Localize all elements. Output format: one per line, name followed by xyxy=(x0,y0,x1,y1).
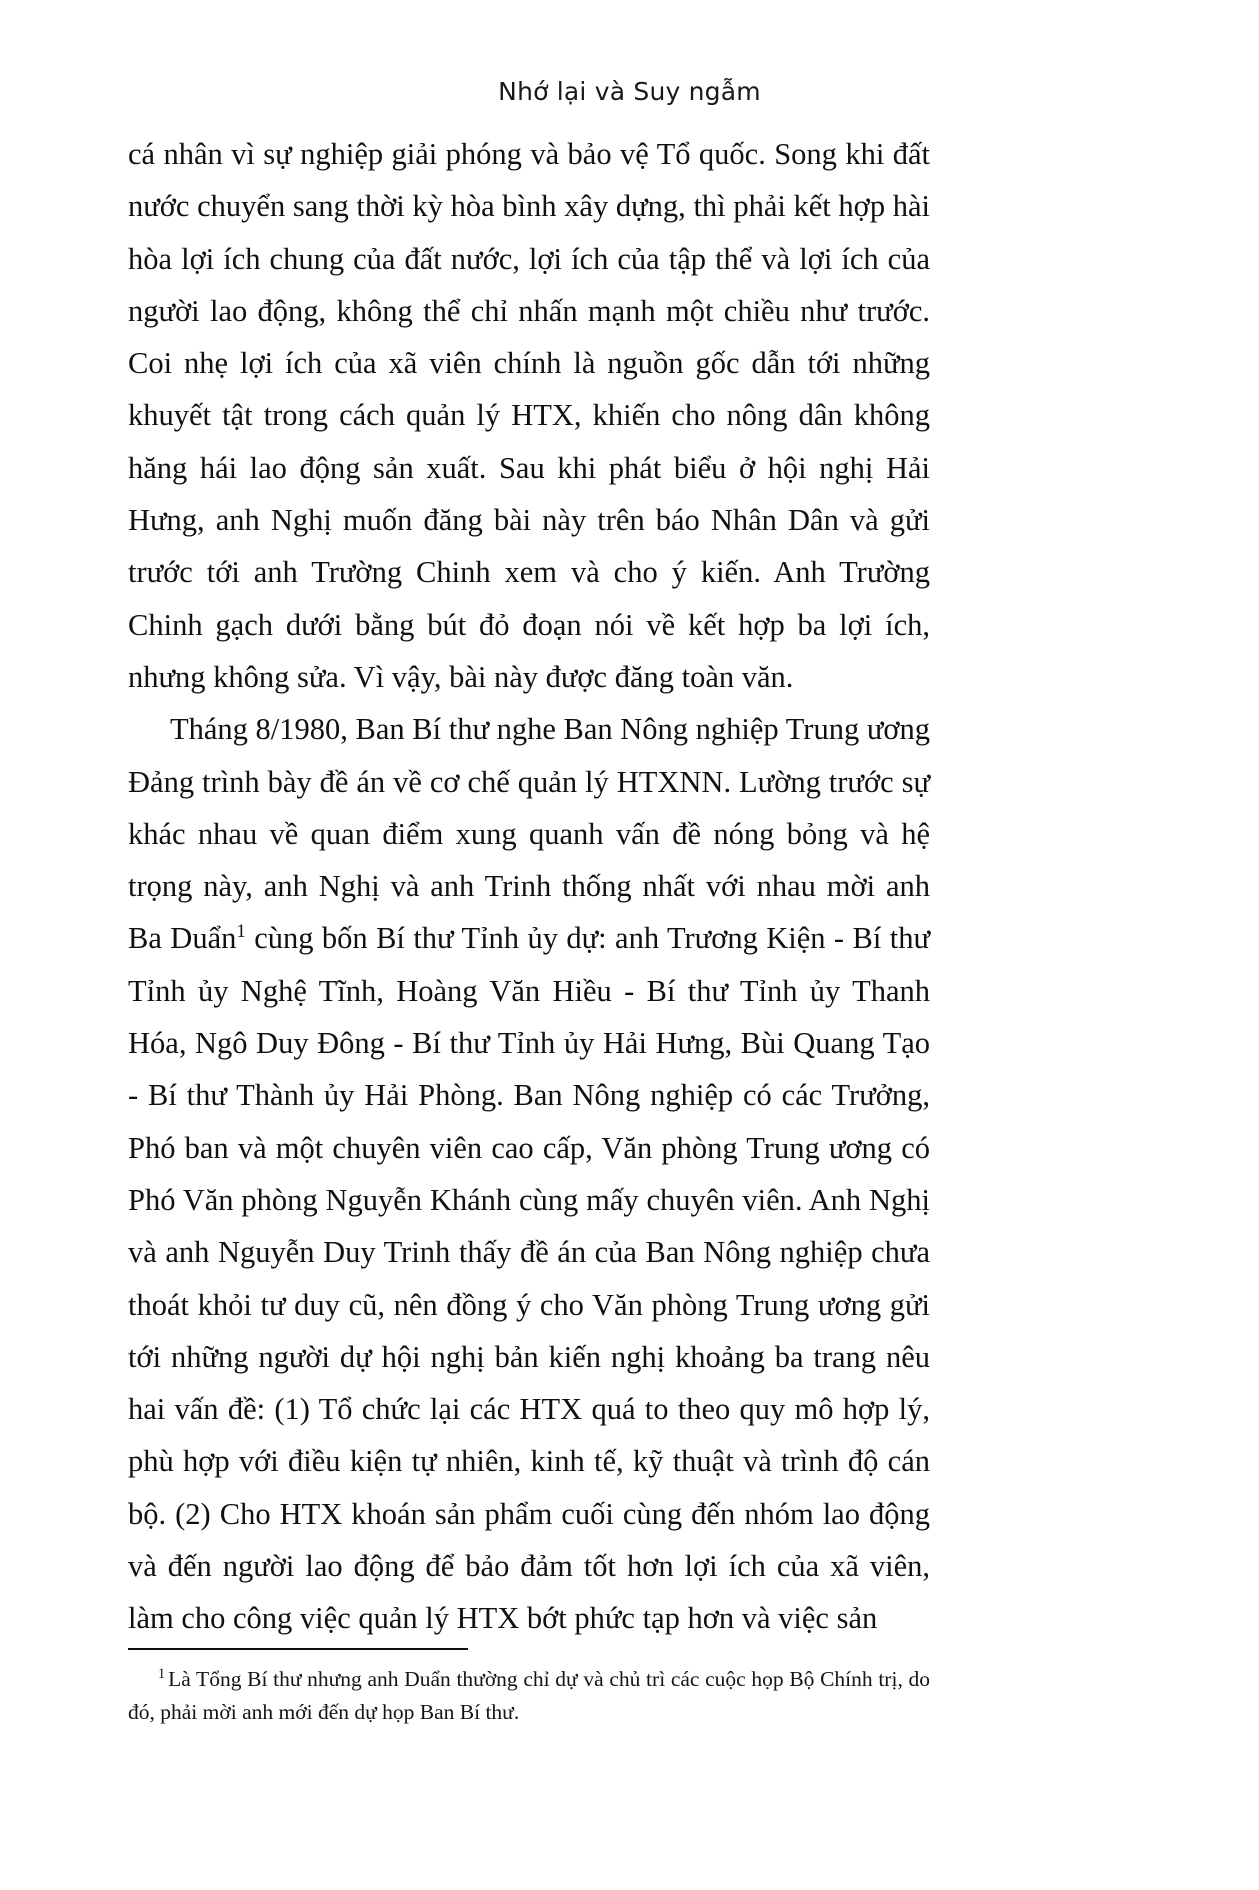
footnote-entry-marker: 1 xyxy=(158,1665,166,1682)
footnote-separator-rule xyxy=(128,1648,468,1650)
paragraph-2-text-after-footnote-ref: cùng bốn Bí thư Tỉnh ủy dự: anh Trương Kiện - Bí thư Tỉnh ủy Nghệ Tĩnh, Hoàng Văn Hiều - Bí thư Tỉnh ủy Thanh Hóa, Ngô Duy Đông - Bí thư Tỉnh ủy Hải Hưng, Bùi Quang Tạo - Bí thư Thành ủy Hải Phòng. Ban Nông nghiệp có các Trưởng, Phó ban và một chuyên viên cao cấp, Văn phòng Trung ương có Phó Văn phòng Nguyễn Khánh cùng mấy chuyên viên. Anh Nghị và anh Nguyễn Duy Trinh thấy đề án của Ban Nông nghiệp chưa thoát khỏi tư duy cũ, nên đồng ý cho Văn phòng Trung ương gửi tới những người dự hội nghị bản kiến nghị khoảng ba trang nêu hai vấn đề: (1) Tổ chức lại các HTX quá to theo quy mô hợp lý, phù hợp với điều kiện tự nhiên, kinh tế, kỹ thuật và trình độ cán bộ. (2) Cho HTX khoán sản phẩm cuối cùng đến nhóm lao động và đến người lao động để bảo đảm tốt hơn lợi ích của xã viên, làm cho công việc quản lý HTX bớt phức tạp hơn và việc sản xyxy=(128,921,930,1636)
paragraph-2-text-before-footnote-ref: Tháng 8/1980, Ban Bí thư nghe Ban Nông nghiệp Trung ương Đảng trình bày đề án về cơ chế quản lý HTXNN. Lường trước sự khác nhau về quan điểm xung quanh vấn đề nóng bỏng và hệ trọng này, anh Nghị và anh Trinh thống nhất với nhau mời anh Ba Duẩn xyxy=(128,712,930,956)
footnote-reference-marker[interactable]: 1 xyxy=(236,921,246,943)
body-text-column xyxy=(128,128,930,1645)
body-paragraph-2 xyxy=(128,703,930,1644)
footnote-entry xyxy=(128,1663,930,1729)
body-paragraph-1: cá nhân vì sự nghiệp giải phóng và bảo vệ Tổ quốc. Song khi đất nước chuyển sang thời kỳ hòa bình xây dựng, thì phải kết hợp hài hòa lợi ích chung của đất nước, lợi ích của tập thể và lợi ích của người lao động, không thể chỉ nhấn mạnh một chiều như trước. Coi nhẹ lợi ích của xã viên chính là nguồn gốc dẫn tới những khuyết tật trong cách quản lý HTX, khiến cho nông dân không hăng hái lao động sản xuất. Sau khi phát biểu ở hội nghị Hải Hưng, anh Nghị muốn đăng bài này trên báo Nhân Dân và gửi trước tới anh Trường Chinh xem và cho ý kiến. Anh Trường Chinh gạch dưới bằng bút đỏ đoạn nói về kết hợp ba lợi ích, nhưng không sửa. Vì vậy, bài này được đăng toàn văn. xyxy=(128,137,930,694)
footnote-entry-text: Là Tổng Bí thư nhưng anh Duẩn thường chỉ dự và chủ trì các cuộc họp Bộ Chính trị, do đó, phải mời anh mới đến dự họp Ban Bí thư. xyxy=(128,1667,930,1724)
running-header: Nhớ lại và Suy ngẫm xyxy=(498,77,761,106)
footnote-block xyxy=(128,1648,930,1729)
